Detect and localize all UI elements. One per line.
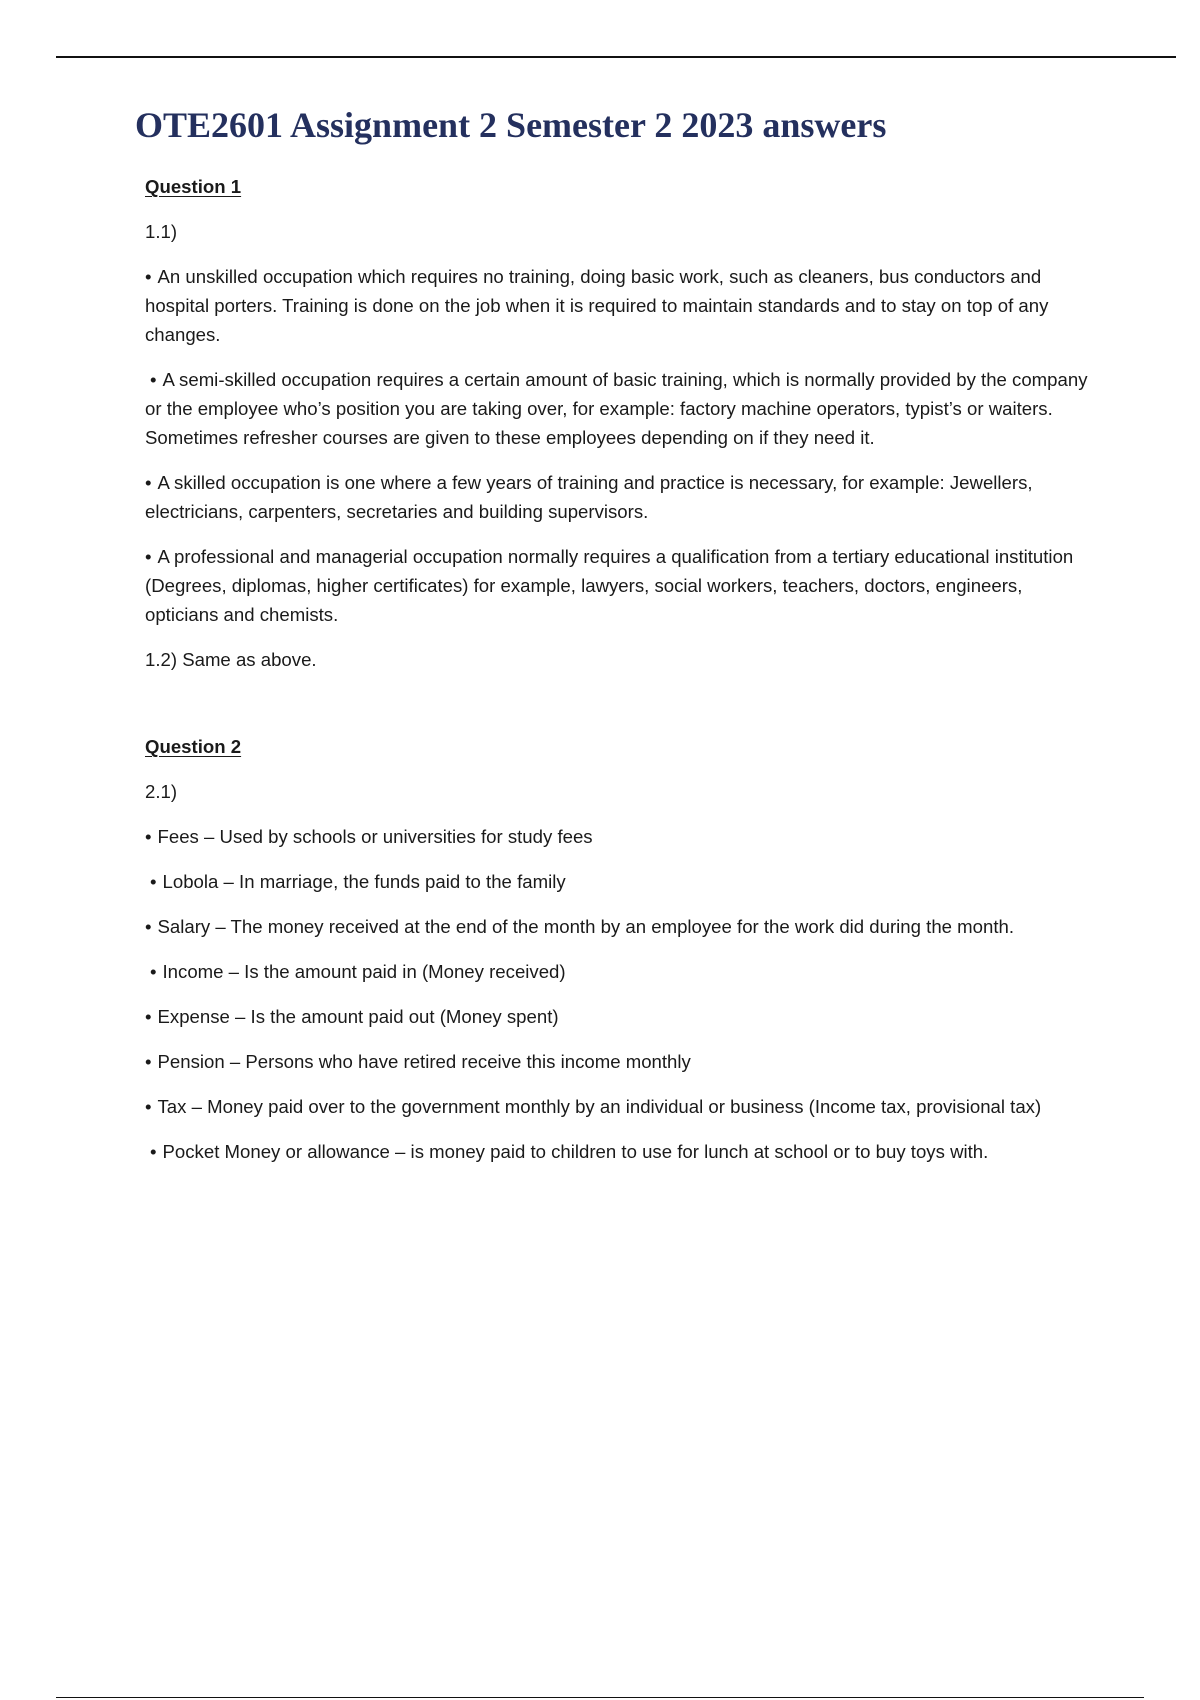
question-1-heading: Question 1 bbox=[145, 176, 242, 197]
q2-bullet-salary bbox=[145, 912, 1095, 941]
q1-bullet-semi-skilled bbox=[145, 365, 1095, 452]
bullet-icon: • bbox=[150, 871, 157, 892]
q2-bullet-text: Pension – Persons who have retired receive this income monthly bbox=[157, 1051, 691, 1072]
bullet-icon: • bbox=[150, 369, 157, 390]
bullet-icon: • bbox=[145, 826, 152, 847]
q1-bullet-text: A skilled occupation is one where a few years of training and practice is necessary, for example: Jewellers, electricians, carpenters, secretaries and building supervisors. bbox=[145, 472, 1033, 522]
q2-bullet-text: Tax – Money paid over to the government monthly by an individual or business (Income tax, provisional tax) bbox=[157, 1096, 1042, 1117]
question-2-1-label: 2.1) bbox=[145, 781, 178, 802]
q2-bullet-text: Lobola – In marriage, the funds paid to the family bbox=[162, 871, 566, 892]
q2-bullet-text: Expense – Is the amount paid out (Money spent) bbox=[157, 1006, 559, 1027]
q2-bullet-text: Pocket Money or allowance – is money paid to children to use for lunch at school or to buy toys with. bbox=[162, 1141, 989, 1162]
q1-bullet-unskilled bbox=[145, 262, 1095, 349]
q1-bullet-text: A semi-skilled occupation requires a certain amount of basic training, which is normally provided by the company or the employee who’s position you are taking over, for example: factory machine operators, typist’s or waiters. Sometimes refresher courses are given to these employees depending on if they need it. bbox=[145, 369, 1088, 448]
q2-bullet-text: Income – Is the amount paid in (Money received) bbox=[162, 961, 566, 982]
q2-bullet-income bbox=[145, 957, 1095, 986]
q2-bullet-pocket-money bbox=[145, 1137, 1095, 1166]
section-spacer bbox=[145, 690, 1095, 732]
question-1-1-label: 1.1) bbox=[145, 221, 178, 242]
q2-bullet-fees bbox=[145, 822, 1095, 851]
bullet-icon: • bbox=[145, 916, 152, 937]
bullet-icon: • bbox=[150, 961, 157, 982]
bullet-icon: • bbox=[145, 472, 152, 493]
q1-bullet-text: An unskilled occupation which requires no training, doing basic work, such as cleaners, bus conductors and hospital porters. Training is done on the job when it is required to maintain standards and to stay on top of any changes. bbox=[145, 266, 1049, 345]
document-title: OTE2601 Assignment 2 Semester 2 2023 answers bbox=[135, 105, 887, 145]
bullet-icon: • bbox=[145, 546, 152, 567]
q1-bullet-skilled bbox=[145, 468, 1095, 526]
bottom-rule bbox=[56, 1697, 1144, 1698]
q2-bullet-lobola bbox=[145, 867, 1095, 896]
document-body bbox=[145, 172, 1095, 1182]
bullet-icon: • bbox=[145, 1096, 152, 1117]
bullet-icon: • bbox=[145, 1006, 152, 1027]
bullet-icon: • bbox=[145, 266, 152, 287]
q2-bullet-text: Salary – The money received at the end of the month by an employee for the work did during the month. bbox=[157, 916, 1015, 937]
q1-bullet-professional bbox=[145, 542, 1095, 629]
question-2-heading: Question 2 bbox=[145, 736, 242, 757]
bullet-icon: • bbox=[150, 1141, 157, 1162]
q2-bullet-text: Fees – Used by schools or universities for study fees bbox=[157, 826, 593, 847]
q2-bullet-expense bbox=[145, 1002, 1095, 1031]
q2-bullet-tax bbox=[145, 1092, 1095, 1121]
q1-bullet-text: A professional and managerial occupation normally requires a qualification from a tertiary educational institution (Degrees, diplomas, higher certificates) for example, lawyers, social workers, teachers, doctors, engineers, opticians and chemists. bbox=[145, 546, 1074, 625]
top-rule bbox=[56, 56, 1176, 58]
question-1-2-label: 1.2) Same as above. bbox=[145, 649, 317, 670]
bullet-icon: • bbox=[145, 1051, 152, 1072]
q2-bullet-pension bbox=[145, 1047, 1095, 1076]
